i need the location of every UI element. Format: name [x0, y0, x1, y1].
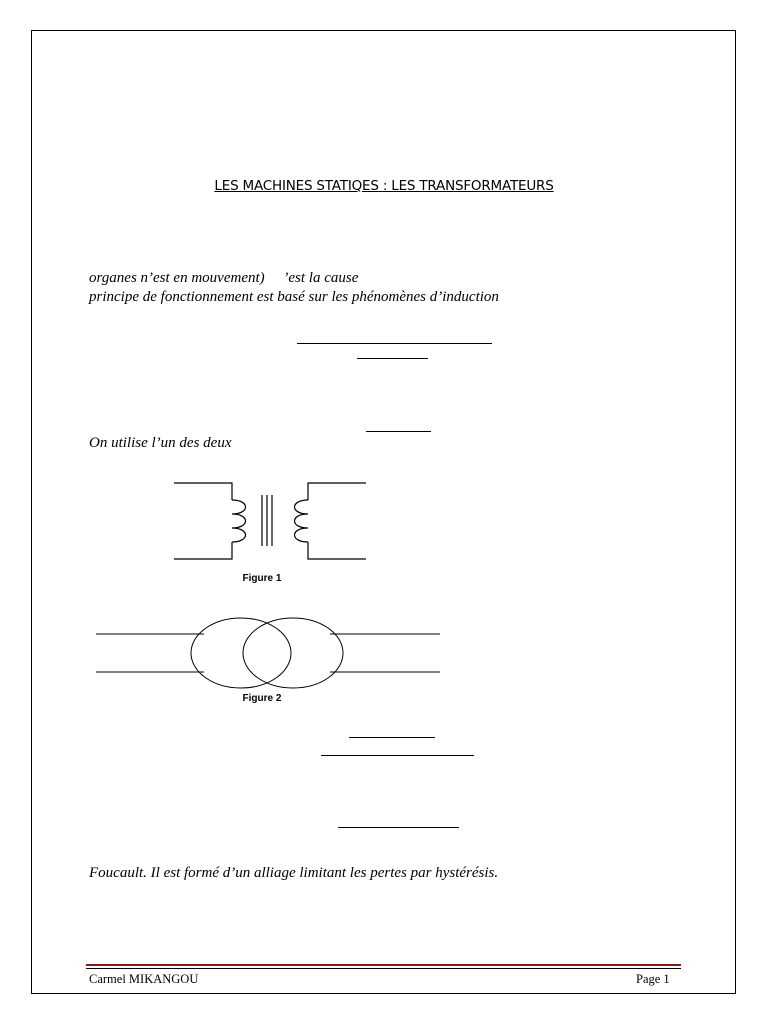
paragraph-line-3: On utilise l’un des deux	[89, 435, 232, 451]
figure-1-caption: Figure 1	[242, 573, 282, 584]
figure-1-transformer-symbol	[170, 476, 370, 588]
paragraph-line-4: Foucault. Il est formé d’un alliage limitant les pertes par hystérésis.	[89, 865, 499, 881]
heading-underline	[297, 343, 492, 344]
heading-underline	[338, 827, 459, 828]
figure-2-caption: Figure 2	[242, 693, 282, 704]
footer-rule-red	[86, 964, 681, 966]
heading-underline	[366, 431, 431, 432]
paragraph-line-2: principe de fonctionnement est basé sur les phénomènes d’induction	[89, 289, 499, 305]
footer-rule-black	[86, 968, 681, 969]
heading-underline	[357, 358, 428, 359]
footer-author: Carmel MIKANGOU	[89, 972, 199, 986]
heading-underline	[349, 737, 435, 738]
paragraph-line-1: organes n’est en mouvement) ’est la cause	[89, 270, 359, 286]
footer-page-number: Page 1	[636, 972, 670, 986]
page-border	[31, 30, 736, 994]
figure-2-transformer-circles	[94, 614, 444, 706]
heading-underline	[321, 755, 474, 756]
document-title: LES MACHINES STATIQES : LES TRANSFORMATEURS	[214, 178, 554, 194]
